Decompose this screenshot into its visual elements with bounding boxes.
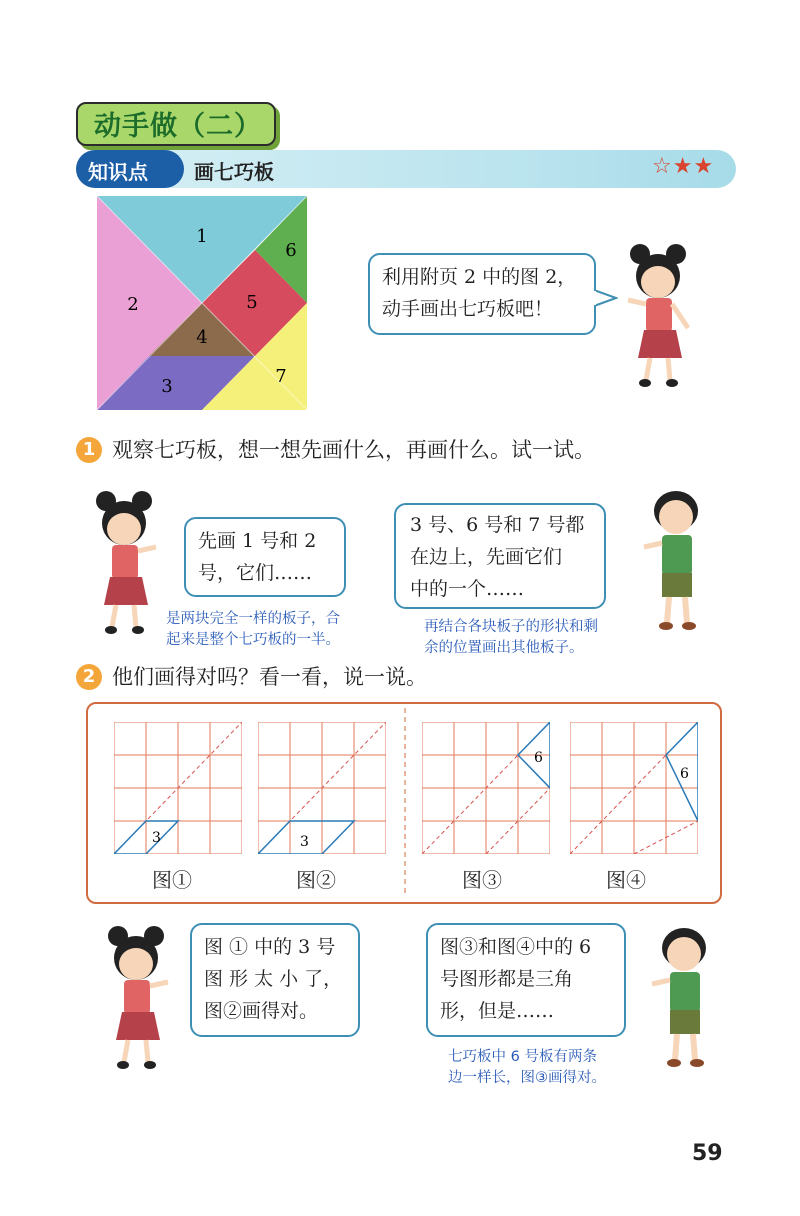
girl-q2-bubble-line1: 图 ① 中的 3 号 bbox=[204, 936, 336, 958]
figure-3-piece-label: 6 bbox=[534, 750, 543, 766]
tangram-label-7: 7 bbox=[275, 366, 287, 387]
boy-q1-bubble-line3: 中的一个…… bbox=[410, 578, 525, 600]
question1-text: 观察七巧板，想一想先画什么，再画什么。试一试。 bbox=[112, 438, 595, 462]
figure-2-grid bbox=[258, 722, 386, 854]
question1-number: 1 bbox=[76, 437, 102, 463]
girl-q1-bubble-line1: 先画 1 号和 2 bbox=[198, 530, 317, 552]
intro-speech-bubble bbox=[368, 253, 596, 335]
girl-character-illustration-q1 bbox=[84, 487, 164, 637]
figure-1-grid bbox=[114, 722, 242, 854]
girl-character-illustration-q2 bbox=[96, 922, 176, 1072]
figure-1-piece-label: 3 bbox=[152, 830, 161, 846]
girl-q1-bubble-line2: 号，它们…… bbox=[198, 562, 313, 584]
intro-bubble-tail bbox=[594, 290, 618, 310]
tangram-label-4: 4 bbox=[196, 327, 208, 348]
girl-q1-note-line2: 起来是整个七巧板的一半。 bbox=[166, 632, 340, 648]
tangram-label-5: 5 bbox=[246, 292, 258, 313]
girl-q1-note-line1: 是两块完全一样的板子，合 bbox=[166, 611, 340, 627]
tangram-label-3: 3 bbox=[161, 376, 173, 397]
figure-4-piece-label: 6 bbox=[680, 766, 689, 782]
knowledge-point-topic: 画七巧板 bbox=[194, 160, 274, 184]
girl-q2-bubble-line3: 图②画得对。 bbox=[204, 1000, 319, 1022]
tangram-label-2: 2 bbox=[127, 294, 139, 315]
boy-q1-answer-note bbox=[424, 617, 598, 659]
girl-q2-speech-bubble bbox=[190, 923, 360, 1037]
knowledge-point-label: 知识点 bbox=[88, 160, 148, 184]
figure-2-piece-label: 3 bbox=[300, 834, 309, 850]
tangram-figure bbox=[97, 196, 307, 410]
intro-bubble-line1: 利用附页 2 中的图 2， bbox=[382, 266, 577, 288]
figure-1-label: 图① bbox=[152, 868, 192, 892]
section-title: 动手做（二） bbox=[94, 111, 262, 142]
boy-q1-speech-bubble bbox=[394, 503, 606, 609]
boy-q1-bubble-line2: 在边上，先画它们 bbox=[410, 546, 563, 568]
boy-q2-note-line1: 七巧板中 6 号板有两条 bbox=[448, 1049, 597, 1065]
figures-divider bbox=[404, 708, 406, 894]
figure-4-grid bbox=[570, 722, 698, 854]
boy-character-illustration-q1 bbox=[636, 485, 716, 635]
tangram-label-1: 1 bbox=[196, 226, 208, 247]
figure-2-label: 图② bbox=[296, 868, 336, 892]
boy-q2-note-line2: 边一样长，图③画得对。 bbox=[448, 1070, 606, 1086]
girl-character-illustration bbox=[618, 240, 698, 390]
boy-q2-bubble-line3: 形，但是…… bbox=[440, 1000, 555, 1022]
difficulty-stars-text: ☆★★ bbox=[652, 154, 715, 179]
boy-character-illustration-q2 bbox=[644, 922, 724, 1072]
girl-q1-speech-bubble bbox=[184, 517, 346, 597]
boy-q2-speech-bubble bbox=[426, 923, 626, 1037]
boy-q2-bubble-line2: 号图形都是三角 bbox=[440, 968, 574, 990]
difficulty-stars bbox=[652, 154, 714, 179]
question2-number: 2 bbox=[76, 664, 102, 690]
question2-text: 他们画得对吗？看一看，说一说。 bbox=[112, 665, 427, 689]
boy-q2-answer-note bbox=[448, 1047, 606, 1089]
tangram-label-6: 6 bbox=[285, 240, 297, 261]
figure-3-grid bbox=[422, 722, 550, 854]
girl-q1-answer-note bbox=[166, 609, 340, 651]
page-number: 59 bbox=[692, 1141, 723, 1166]
boy-q1-bubble-line1: 3 号、6 号和 7 号都 bbox=[410, 514, 585, 536]
boy-q1-note-line2: 余的位置画出其他板子。 bbox=[424, 640, 584, 656]
figure-4-label: 图④ bbox=[606, 868, 646, 892]
boy-q1-note-line1: 再结合各块板子的形状和剩 bbox=[424, 619, 598, 635]
boy-q2-bubble-line1: 图③和图④中的 6 bbox=[440, 936, 592, 958]
girl-q2-bubble-line2: 图 形 太 小 了， bbox=[204, 968, 343, 990]
intro-bubble-line2: 动手画出七巧板吧！ bbox=[382, 298, 554, 320]
figure-3-label: 图③ bbox=[462, 868, 502, 892]
